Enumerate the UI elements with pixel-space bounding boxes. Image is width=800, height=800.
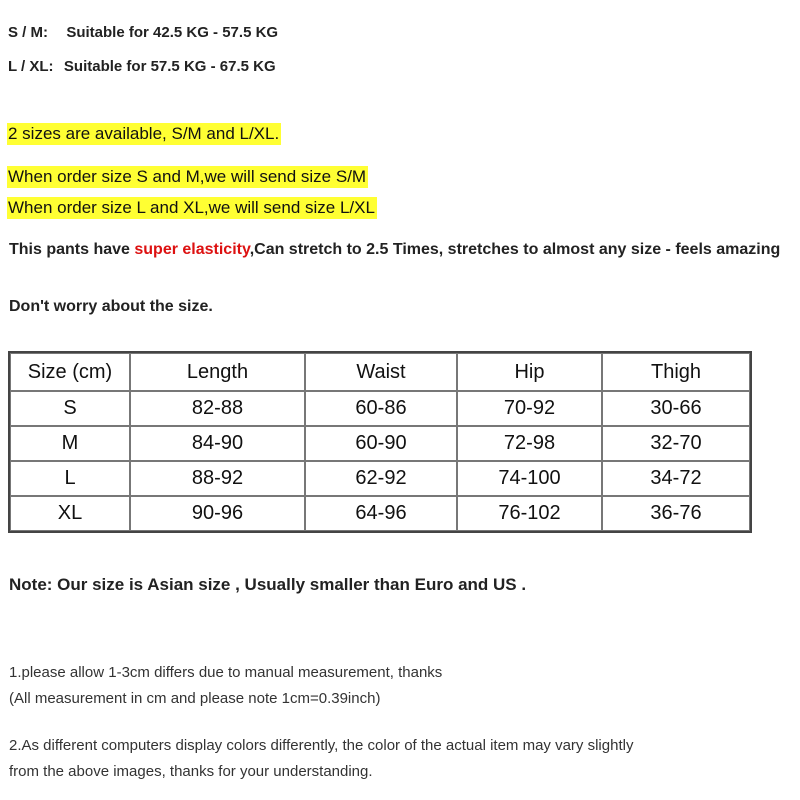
table-cell: S (10, 391, 130, 426)
elasticity-emphasis: super elasticity (134, 241, 250, 258)
table-cell: 82-88 (130, 391, 305, 426)
table-cell: 76-102 (457, 496, 602, 531)
order-sm-text: When order size S and M,we will send size S/M (8, 167, 367, 186)
table-cell: 36-76 (602, 496, 750, 531)
header-thigh: Thigh (602, 353, 750, 391)
table-row (10, 496, 750, 531)
order-lxl-line (7, 198, 377, 218)
table-cell: M (10, 426, 130, 461)
table-cell: 84-90 (130, 426, 305, 461)
remark-line-4: from the above images, thanks for your understanding. (9, 763, 373, 780)
table-cell: 70-92 (457, 391, 602, 426)
table-row (10, 391, 750, 426)
table-cell: 72-98 (457, 426, 602, 461)
suitability-sm (8, 24, 278, 41)
table-cell: 62-92 (305, 461, 457, 496)
order-lxl-text: When order size L and XL,we will send size L/XL (8, 198, 375, 217)
table-cell: 32-70 (602, 426, 750, 461)
table-row (10, 426, 750, 461)
remark-line-1: 1.please allow 1-3cm differs due to manual measurement, thanks (9, 664, 443, 681)
table-cell: L (10, 461, 130, 496)
table-cell: XL (10, 496, 130, 531)
table-cell: 64-96 (305, 496, 457, 531)
header-hip: Hip (457, 353, 602, 391)
suitability-sm-text: Suitable for 42.5 KG - 57.5 KG (66, 24, 279, 41)
sizes-available-text: 2 sizes are available, S/M and L/XL. (8, 124, 280, 143)
table-cell: 60-86 (305, 391, 457, 426)
remark-line-2: (All measurement in cm and please note 1cm=0.39inch) (9, 690, 381, 707)
table-cell: 30-66 (602, 391, 750, 426)
table-cell: 60-90 (305, 426, 457, 461)
dont-worry-text: Don't worry about the size. (9, 298, 213, 315)
size-chart-table (8, 351, 752, 533)
order-sm-line (7, 167, 368, 187)
elasticity-line (9, 241, 780, 259)
table-row (10, 461, 750, 496)
elasticity-prefix: This pants have (9, 241, 135, 258)
suitability-lxl-size: L / XL: (8, 58, 54, 75)
suitability-lxl (8, 58, 276, 75)
header-size: Size (cm) (10, 353, 130, 391)
table-cell: 88-92 (130, 461, 305, 496)
suitability-sm-size: S / M: (8, 24, 48, 41)
asian-size-note: Note: Our size is Asian size , Usually smaller than Euro and US . (9, 575, 527, 594)
suitability-lxl-text: Suitable for 57.5 KG - 67.5 KG (63, 58, 276, 75)
elasticity-suffix: ,Can stretch to 2.5 Times, stretches to almost any size - feels amazing (249, 241, 781, 258)
header-waist: Waist (305, 353, 457, 391)
table-cell: 74-100 (457, 461, 602, 496)
header-length: Length (130, 353, 305, 391)
remark-line-3: 2.As different computers display colors differently, the color of the actual item may vary slightly (9, 737, 634, 754)
table-cell: 34-72 (602, 461, 750, 496)
table-cell: 90-96 (130, 496, 305, 531)
table-header-row (10, 353, 750, 391)
sizes-available-line (7, 124, 281, 144)
